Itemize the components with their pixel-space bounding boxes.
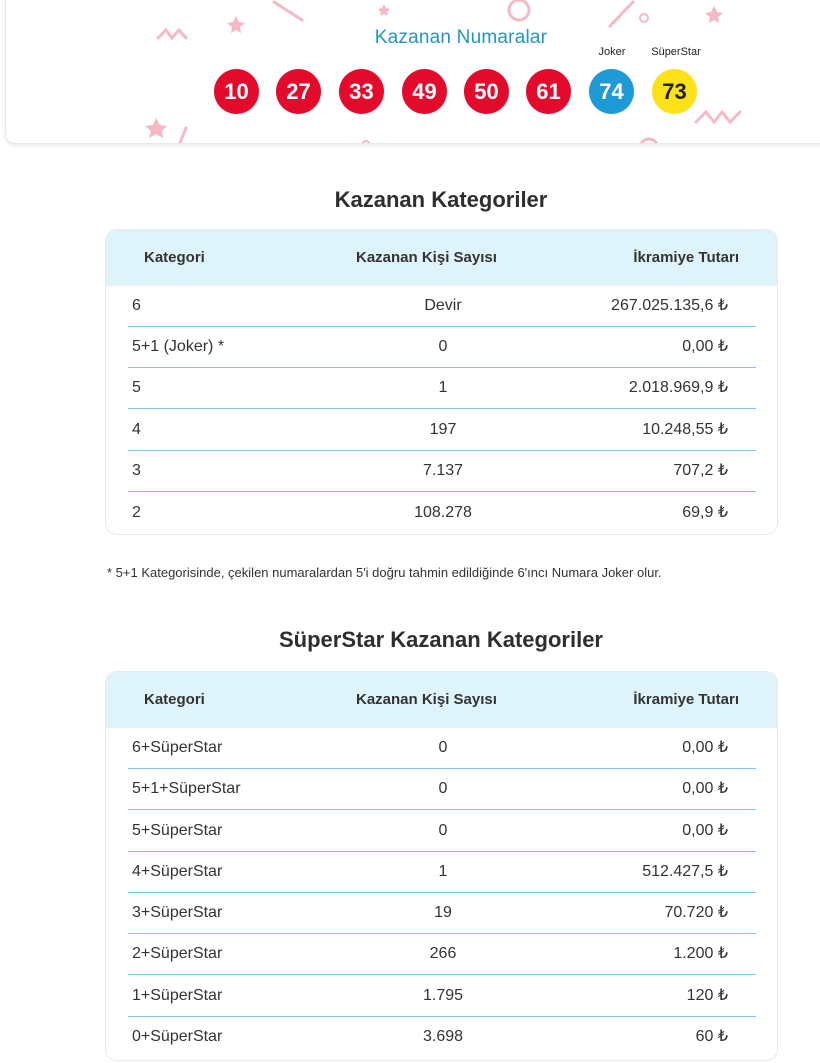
row-winners: 266	[429, 945, 457, 962]
row-category: 0+SüperStar	[132, 1028, 223, 1045]
winning-numbers-title: Kazanan Numaralar	[374, 27, 548, 48]
table-row	[128, 327, 756, 368]
row-category: 3+SüperStar	[132, 904, 223, 921]
superstar-ball: 73	[652, 69, 697, 114]
table-row	[128, 451, 756, 492]
table-row	[128, 934, 756, 975]
table-row	[128, 769, 756, 810]
row-prize: 267.025.135,6 ₺	[611, 297, 728, 314]
row-category: 5+1+SüperStar	[132, 780, 241, 797]
table-row	[128, 493, 756, 533]
row-winners: 0	[438, 739, 448, 756]
row-category: 6+SüperStar	[132, 739, 223, 756]
row-prize: 0,00 ₺	[682, 338, 728, 355]
row-winners: 1	[438, 863, 448, 880]
row-category: 6	[132, 297, 141, 314]
row-category: 1+SüperStar	[132, 987, 223, 1004]
row-winners: 7.137	[422, 462, 464, 479]
row-category: 5+1 (Joker) *	[132, 338, 225, 355]
row-prize: 0,00 ₺	[682, 739, 728, 756]
number-ball-3: 33	[339, 69, 384, 114]
number-ball-5: 50	[464, 69, 509, 114]
joker-ball: 74	[589, 69, 634, 114]
table-row	[128, 811, 756, 852]
row-category: 4	[132, 421, 141, 438]
footnote: * 5+1 Kategorisinde, çekilen numaralardan 5'i doğru tahmin edildiğinde 6'ıncı Numara Joker olur.	[107, 565, 662, 580]
number-ball-1: 10	[214, 69, 259, 114]
superstar-categories-title: SüperStar Kazanan Kategoriler	[279, 627, 603, 652]
table-row	[128, 893, 756, 934]
table-row	[128, 286, 756, 327]
row-winners: 108.278	[414, 504, 472, 521]
row-winners: Devir	[424, 297, 462, 314]
number-ball-2: 27	[276, 69, 321, 114]
table-row	[128, 728, 756, 769]
row-winners: 197	[429, 421, 457, 438]
row-prize: 69,9 ₺	[682, 504, 728, 521]
row-winners: 3.698	[422, 1028, 464, 1045]
table-row	[128, 368, 756, 409]
row-winners: 1.795	[422, 987, 464, 1004]
row-category: 5+SüperStar	[132, 822, 223, 839]
row-winners: 0	[438, 338, 448, 355]
row-category: 4+SüperStar	[132, 863, 223, 880]
categories-table-header	[106, 230, 777, 286]
row-category: 3	[132, 462, 141, 479]
table-row	[128, 976, 756, 1017]
table-row	[128, 1017, 756, 1057]
table-row	[128, 410, 756, 451]
header-winners: Kazanan Kişi Sayısı	[356, 691, 497, 708]
row-prize: 707,2 ₺	[673, 462, 728, 479]
header-category: Kategori	[144, 249, 205, 266]
table-row	[128, 852, 756, 893]
row-winners: 1	[438, 379, 448, 396]
superstar-label: SüperStar	[651, 46, 701, 58]
header-winners: Kazanan Kişi Sayısı	[356, 249, 497, 266]
header-prize: İkramiye Tutarı	[633, 691, 739, 708]
row-prize: 0,00 ₺	[682, 822, 728, 839]
categories-table	[105, 229, 778, 535]
row-winners: 0	[438, 822, 448, 839]
row-category: 5	[132, 379, 141, 396]
row-prize: 10.248,55 ₺	[642, 421, 728, 438]
header-prize: İkramiye Tutarı	[633, 249, 739, 266]
row-prize: 2.018.969,9 ₺	[628, 379, 728, 396]
row-category: 2	[132, 504, 141, 521]
winning-numbers-card	[5, 0, 820, 144]
row-prize: 1.200 ₺	[673, 945, 728, 962]
superstar-categories-table	[105, 671, 778, 1061]
categories-title: Kazanan Kategoriler	[334, 187, 548, 212]
joker-label: Joker	[598, 46, 626, 58]
row-winners: 19	[434, 904, 452, 921]
number-ball-6: 61	[526, 69, 571, 114]
superstar-table-header	[106, 672, 777, 728]
row-prize: 120 ₺	[686, 987, 728, 1004]
row-prize: 0,00 ₺	[682, 780, 728, 797]
row-prize: 60 ₺	[695, 1028, 728, 1045]
row-category: 2+SüperStar	[132, 945, 223, 962]
header-category: Kategori	[144, 691, 205, 708]
row-winners: 0	[438, 780, 448, 797]
row-prize: 70.720 ₺	[664, 904, 728, 921]
row-prize: 512.427,5 ₺	[642, 863, 728, 880]
number-ball-4: 49	[402, 69, 447, 114]
